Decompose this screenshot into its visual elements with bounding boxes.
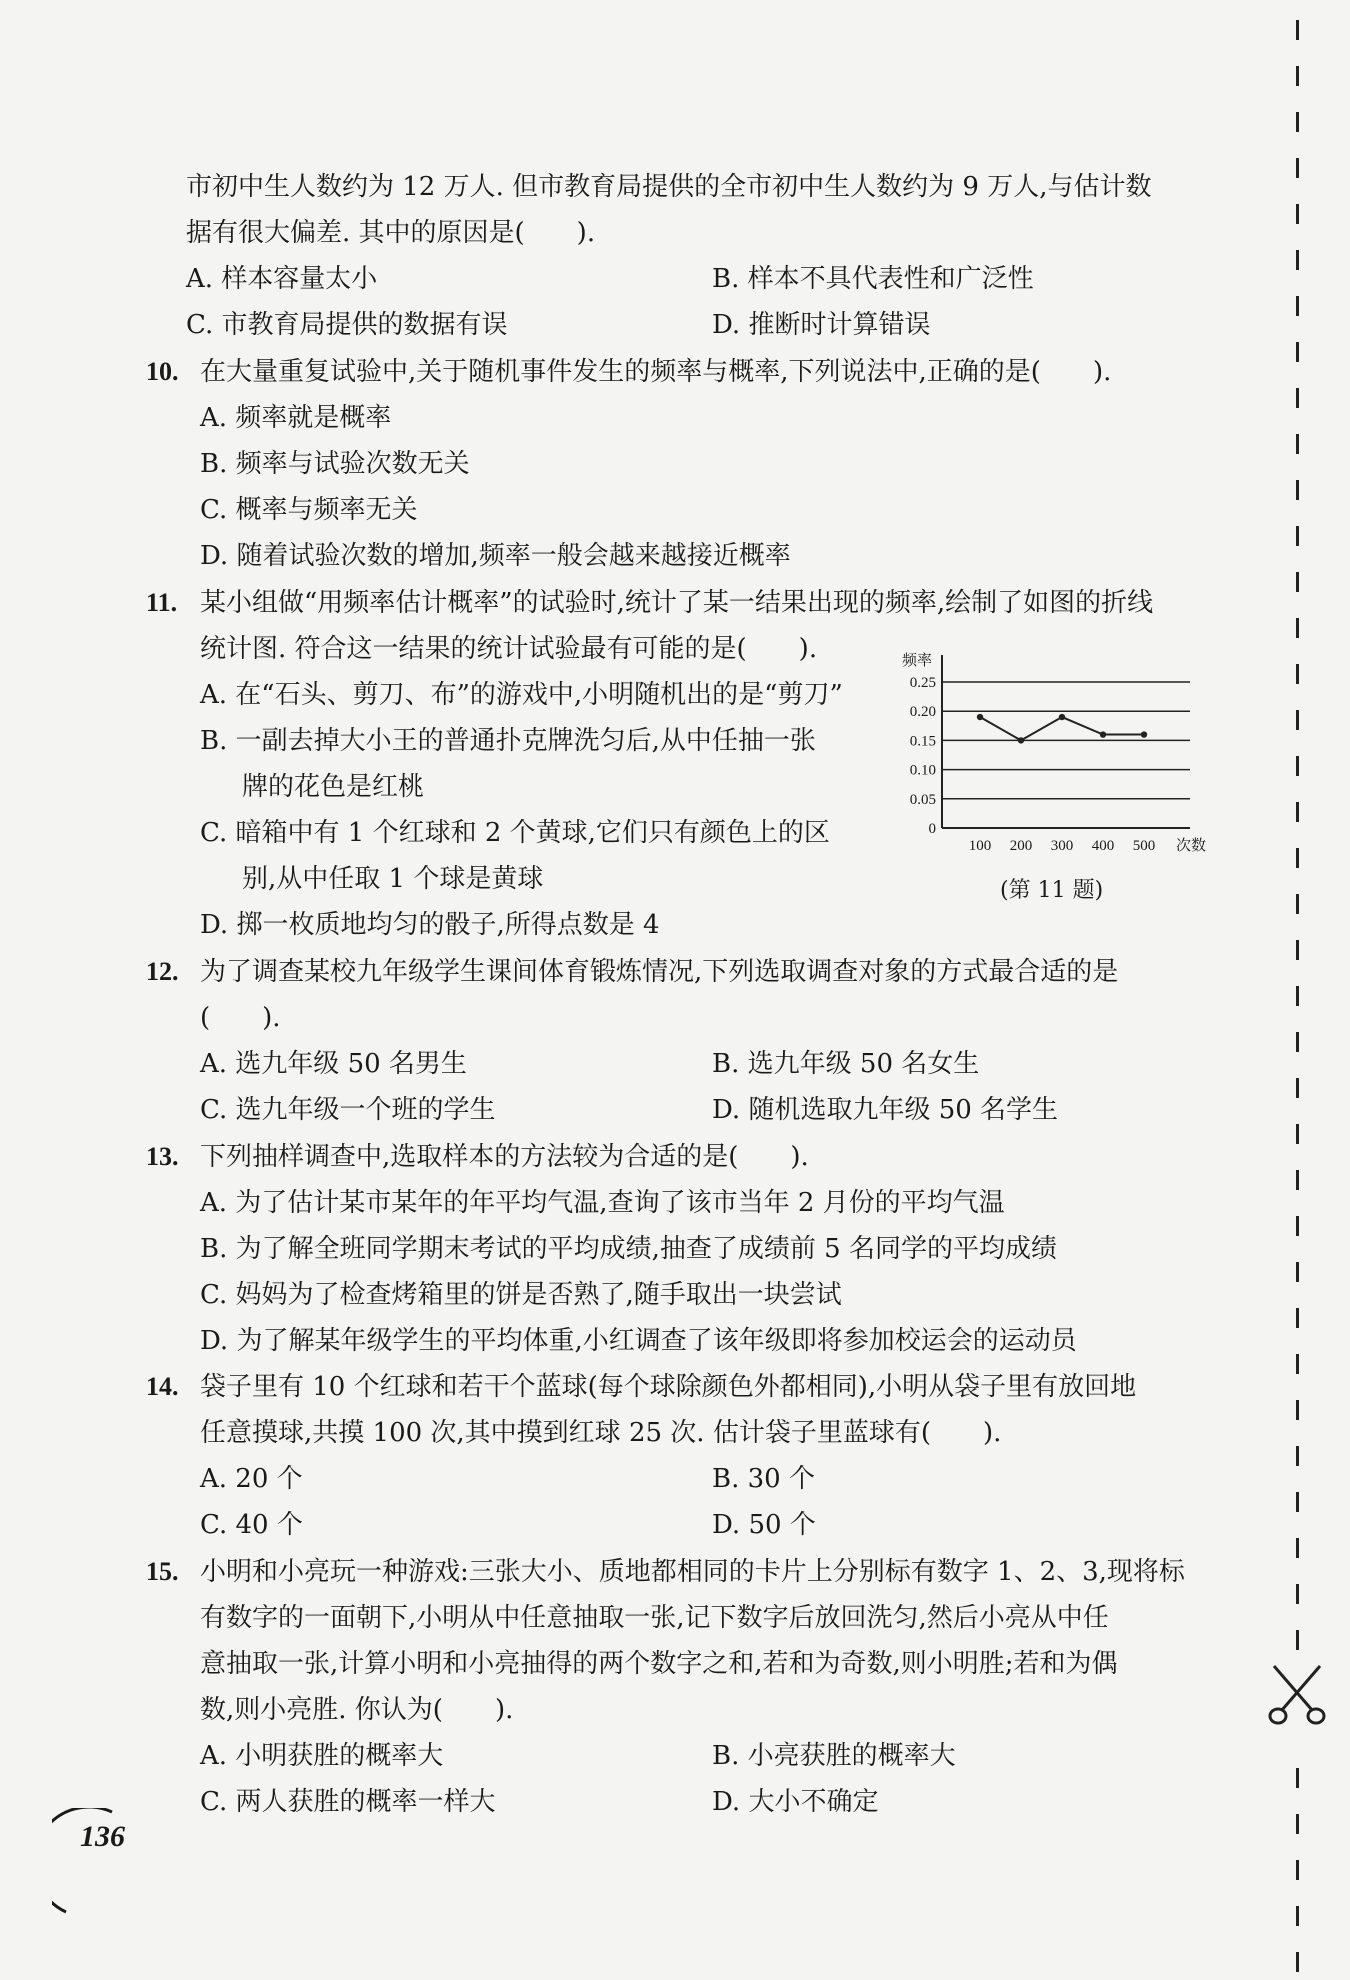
- cut-line-dash: [1296, 296, 1299, 316]
- cut-line-dash: [1296, 1814, 1299, 1834]
- cut-line-dash: [1296, 526, 1299, 546]
- cut-line-dash: [1296, 1630, 1299, 1650]
- cut-line-dash: [1296, 1492, 1299, 1512]
- cut-line-dash: [1296, 1768, 1299, 1788]
- y-tick-label: 0.20: [909, 704, 936, 721]
- q12-option-b: B. 选九年级 50 名女生: [712, 1049, 980, 1079]
- q10-option-c: C. 概率与频率无关: [200, 495, 418, 525]
- data-point: [1141, 731, 1147, 737]
- cut-line-dash: [1296, 1584, 1299, 1604]
- cut-line-dash: [1296, 664, 1299, 684]
- q13-option-a: A. 为了估计某市某年的年平均气温,查询了该市当年 2 月份的平均气温: [200, 1188, 1005, 1218]
- cut-line-dash: [1296, 20, 1299, 40]
- scissors-icon: [1262, 1660, 1332, 1730]
- q15-text-line4: 数,则小亮胜. 你认为( ).: [200, 1695, 514, 1725]
- y-tick-label: 0.15: [909, 733, 936, 750]
- cut-line-dash: [1296, 710, 1299, 730]
- cut-line-dash: [1296, 434, 1299, 454]
- q12-number: 12.: [146, 957, 179, 986]
- q13-option-b: B. 为了解全班同学期末考试的平均成绩,抽查了成绩前 5 名同学的平均成绩: [200, 1234, 1057, 1264]
- q9-text-line2: 据有很大偏差. 其中的原因是( ).: [186, 218, 596, 248]
- q14-number: 14.: [146, 1372, 179, 1401]
- q10-option-b: B. 频率与试验次数无关: [200, 449, 470, 479]
- q11-option-b-line1: B. 一副去掉大小王的普通扑克牌洗匀后,从中任抽一张: [200, 726, 816, 756]
- cut-line-dash: [1296, 1400, 1299, 1420]
- q11-figure-caption: (第 11 题): [1000, 878, 1104, 903]
- cut-line-dash: [1296, 940, 1299, 960]
- cut-line-dash: [1296, 1124, 1299, 1144]
- cut-line-dash: [1296, 112, 1299, 132]
- cut-line-dash: [1296, 1952, 1299, 1972]
- y-tick-label: 0.25: [909, 675, 936, 691]
- cut-line-dash: [1296, 1170, 1299, 1190]
- cut-line-dash: [1296, 1446, 1299, 1466]
- cut-line-dash: [1296, 66, 1299, 86]
- cut-line-dash: [1296, 894, 1299, 914]
- data-point: [1059, 714, 1065, 720]
- q13-number: 13.: [146, 1142, 179, 1171]
- q9-text-line1: 市初中生人数约为 12 万人. 但市教育局提供的全市初中生人数约为 9 万人,与估计数: [186, 172, 1152, 202]
- y-tick-label: 0: [928, 821, 936, 837]
- cut-line-dash: [1296, 802, 1299, 822]
- q13-option-c: C. 妈妈为了检查烤箱里的饼是否熟了,随手取出一块尝试: [200, 1280, 842, 1310]
- cut-line-dash: [1296, 480, 1299, 500]
- page-number-badge: [52, 1808, 162, 1918]
- q11-number: 11.: [146, 588, 178, 617]
- cut-line-dash: [1296, 572, 1299, 592]
- page-number: 136: [80, 1820, 125, 1853]
- cut-line-dash: [1296, 388, 1299, 408]
- x-tick-label: 300: [1050, 838, 1074, 854]
- q15-option-b: B. 小亮获胜的概率大: [712, 1741, 956, 1771]
- q11-option-d: D. 掷一枚质地均匀的骰子,所得点数是 4: [200, 910, 660, 940]
- x-tick-label: 500: [1132, 838, 1156, 854]
- cut-line-dash: [1296, 1216, 1299, 1236]
- data-point: [977, 714, 983, 720]
- cut-line-dash: [1296, 986, 1299, 1006]
- q11-option-a: A. 在“石头、剪刀、布”的游戏中,小明随机出的是“剪刀”: [200, 680, 843, 710]
- q9-option-a: A. 样本容量太小: [186, 264, 378, 294]
- q11-option-c-line2: 别,从中任取 1 个球是黄球: [242, 864, 544, 894]
- y-axis-label: 频率: [902, 653, 933, 669]
- q15-option-d: D. 大小不确定: [712, 1787, 879, 1817]
- cut-line-dash: [1296, 756, 1299, 776]
- frequency-line-chart-svg: [890, 645, 1220, 875]
- q14-option-b: B. 30 个: [712, 1464, 815, 1494]
- q14-text-line1: 袋子里有 10 个红球和若干个蓝球(每个球除颜色外都相同),小明从袋子里有放回地: [200, 1372, 1137, 1402]
- cut-line-dash: [1296, 250, 1299, 270]
- cut-line-dash: [1296, 204, 1299, 224]
- cut-line-dash: [1296, 1308, 1299, 1328]
- q11-option-b-line2: 牌的花色是红桃: [242, 772, 425, 802]
- cut-line-dash: [1296, 618, 1299, 638]
- y-tick-label: 0.05: [909, 791, 936, 808]
- q10-option-d: D. 随着试验次数的增加,频率一般会越来越接近概率: [200, 541, 791, 571]
- q15-text-line1: 小明和小亮玩一种游戏:三张大小、质地都相同的卡片上分别标有数字 1、2、3,现将标: [200, 1557, 1185, 1587]
- cut-line-dash: [1296, 342, 1299, 362]
- q12-option-d: D. 随机选取九年级 50 名学生: [712, 1095, 1059, 1125]
- cut-line-dash: [1296, 1262, 1299, 1282]
- q13-option-d: D. 为了解某年级学生的平均体重,小红调查了该年级即将参加校运会的运动员: [200, 1326, 1077, 1356]
- q10-text: 在大量重复试验中,关于随机事件发生的频率与概率,下列说法中,正确的是( ).: [200, 357, 1112, 387]
- x-tick-label: 400: [1091, 838, 1115, 854]
- q14-option-a: A. 20 个: [200, 1464, 303, 1494]
- q15-option-c: C. 两人获胜的概率一样大: [200, 1787, 496, 1817]
- data-point: [1018, 737, 1024, 743]
- series-line: [980, 717, 1144, 740]
- cut-line-dash: [1296, 1906, 1299, 1926]
- cut-line-dash: [1296, 1860, 1299, 1880]
- q11-text-line2: 统计图. 符合这一结果的统计试验最有可能的是( ).: [200, 634, 818, 664]
- q12-text-line1: 为了调查某校九年级学生课间体育锻炼情况,下列选取调查对象的方式最合适的是: [200, 957, 1119, 987]
- cut-line-dash: [1296, 158, 1299, 178]
- q15-number: 15.: [146, 1557, 179, 1586]
- x-tick-label: 200: [1009, 838, 1033, 854]
- x-tick-label: 100: [968, 838, 992, 854]
- q10-option-a: A. 频率就是概率: [200, 403, 392, 433]
- q14-option-d: D. 50 个: [712, 1510, 816, 1540]
- x-axis-label: 次数: [1176, 838, 1207, 854]
- q15-text-line3: 意抽取一张,计算小明和小亮抽得的两个数字之和,若和为奇数,则小明胜;若和为偶: [200, 1649, 1118, 1679]
- q15-option-a: A. 小明获胜的概率大: [200, 1741, 444, 1771]
- q14-text-line2: 任意摸球,共摸 100 次,其中摸到红球 25 次. 估计袋子里蓝球有( ).: [200, 1418, 1002, 1448]
- q10-number: 10.: [146, 357, 179, 386]
- q11-text-line1: 某小组做“用频率估计概率”的试验时,统计了某一结果出现的频率,绘制了如图的折线: [200, 588, 1154, 618]
- q9-option-d: D. 推断时计算错误: [712, 310, 931, 340]
- q12-option-c: C. 选九年级一个班的学生: [200, 1095, 496, 1125]
- q12-option-a: A. 选九年级 50 名男生: [200, 1049, 467, 1079]
- q12-text-line2: ( ).: [200, 1003, 281, 1033]
- q13-text: 下列抽样调查中,选取样本的方法较为合适的是( ).: [200, 1142, 809, 1172]
- q15-text-line2: 有数字的一面朝下,小明从中任意抽取一张,记下数字后放回洗匀,然后小亮从中任: [200, 1603, 1109, 1633]
- cut-line-dash: [1296, 1538, 1299, 1558]
- cut-line-dash: [1296, 1032, 1299, 1052]
- cut-line-dash: [1296, 1354, 1299, 1374]
- cut-line-dash: [1296, 1078, 1299, 1098]
- y-tick-label: 0.10: [909, 762, 936, 779]
- q11-frequency-chart: [890, 645, 1220, 915]
- data-point: [1100, 731, 1106, 737]
- q9-option-b: B. 样本不具代表性和广泛性: [712, 264, 1034, 294]
- q11-option-c-line1: C. 暗箱中有 1 个红球和 2 个黄球,它们只有颜色上的区: [200, 818, 830, 848]
- q14-option-c: C. 40 个: [200, 1510, 303, 1540]
- cut-line-dash: [1296, 848, 1299, 868]
- q9-option-c: C. 市教育局提供的数据有误: [186, 310, 508, 340]
